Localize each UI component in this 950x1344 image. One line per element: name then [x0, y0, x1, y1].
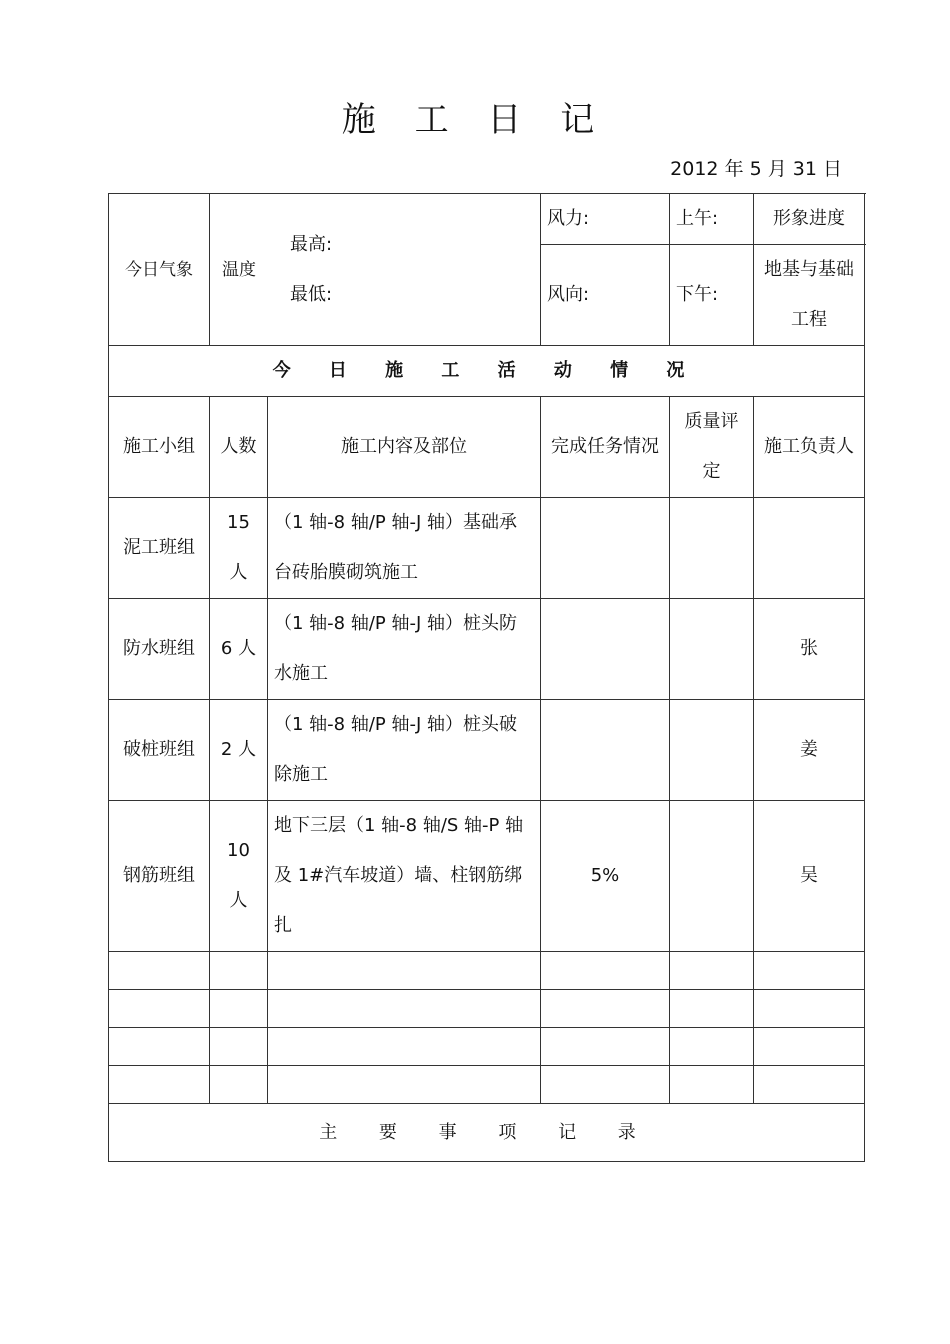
cell-completion: 5% [541, 801, 670, 952]
weather-row-1 [109, 194, 865, 245]
cell-quality [670, 599, 754, 700]
cell-lead: 张 [754, 599, 865, 700]
afternoon-label: 下午: [670, 245, 754, 346]
temperature-cell [210, 194, 541, 346]
progress-value: 地基与基础工程 [754, 245, 865, 346]
construction-log-table [108, 193, 865, 1162]
activities-section-title: 今 日 施 工 活 动 情 况 [109, 346, 865, 397]
activities-section-row [109, 346, 865, 397]
header-lead: 施工负责人 [754, 397, 865, 498]
table-row [109, 801, 865, 952]
cell-count: 15 人 [210, 498, 268, 599]
min-temp-label: 最低: [290, 283, 333, 305]
empty-row [109, 952, 865, 990]
cell-quality [670, 498, 754, 599]
empty-row [109, 1066, 865, 1104]
cell-count: 10 人 [210, 801, 268, 952]
empty-row [109, 990, 865, 1028]
cell-content: 地下三层（1 轴-8 轴/S 轴-P 轴及 1#汽车坡道）墙、柱钢筋绑扎 [268, 801, 541, 952]
activities-header-row [109, 397, 865, 498]
records-section-title: 主 要 事 项 记 录 [109, 1104, 865, 1162]
wind-force-label: 风力: [541, 194, 670, 245]
cell-group: 破桩班组 [109, 700, 210, 801]
header-content: 施工内容及部位 [268, 397, 541, 498]
cell-group: 防水班组 [109, 599, 210, 700]
wind-direction-label: 风向: [541, 245, 670, 346]
cell-group: 钢筋班组 [109, 801, 210, 952]
cell-group: 泥工班组 [109, 498, 210, 599]
max-temp-label: 最高: [290, 233, 333, 255]
cell-completion [541, 498, 670, 599]
temperature-label: 温度 [222, 259, 256, 280]
header-count: 人数 [210, 397, 268, 498]
table-row [109, 498, 865, 599]
empty-row [109, 1028, 865, 1066]
cell-lead [754, 498, 865, 599]
header-group: 施工小组 [109, 397, 210, 498]
log-date: 2012 年 5 月 31 日 [670, 158, 842, 180]
header-quality: 质量评定 [670, 397, 754, 498]
cell-quality [670, 700, 754, 801]
cell-completion [541, 599, 670, 700]
table-row [109, 599, 865, 700]
progress-label: 形象进度 [754, 194, 865, 245]
cell-count: 6 人 [210, 599, 268, 700]
cell-content: （1 轴-8 轴/P 轴-J 轴）桩头防水施工 [268, 599, 541, 700]
weather-label: 今日气象 [109, 194, 210, 346]
cell-lead: 吴 [754, 801, 865, 952]
cell-content: （1 轴-8 轴/P 轴-J 轴）桩头破除施工 [268, 700, 541, 801]
table-row [109, 700, 865, 801]
cell-completion [541, 700, 670, 801]
cell-content: （1 轴-8 轴/P 轴-J 轴）基础承台砖胎膜砌筑施工 [268, 498, 541, 599]
cell-quality [670, 801, 754, 952]
page-title: 施 工 日 记 [341, 100, 609, 140]
records-section-row [109, 1104, 865, 1162]
morning-label: 上午: [670, 194, 754, 245]
cell-lead: 姜 [754, 700, 865, 801]
cell-count: 2 人 [210, 700, 268, 801]
header-completion: 完成任务情况 [541, 397, 670, 498]
